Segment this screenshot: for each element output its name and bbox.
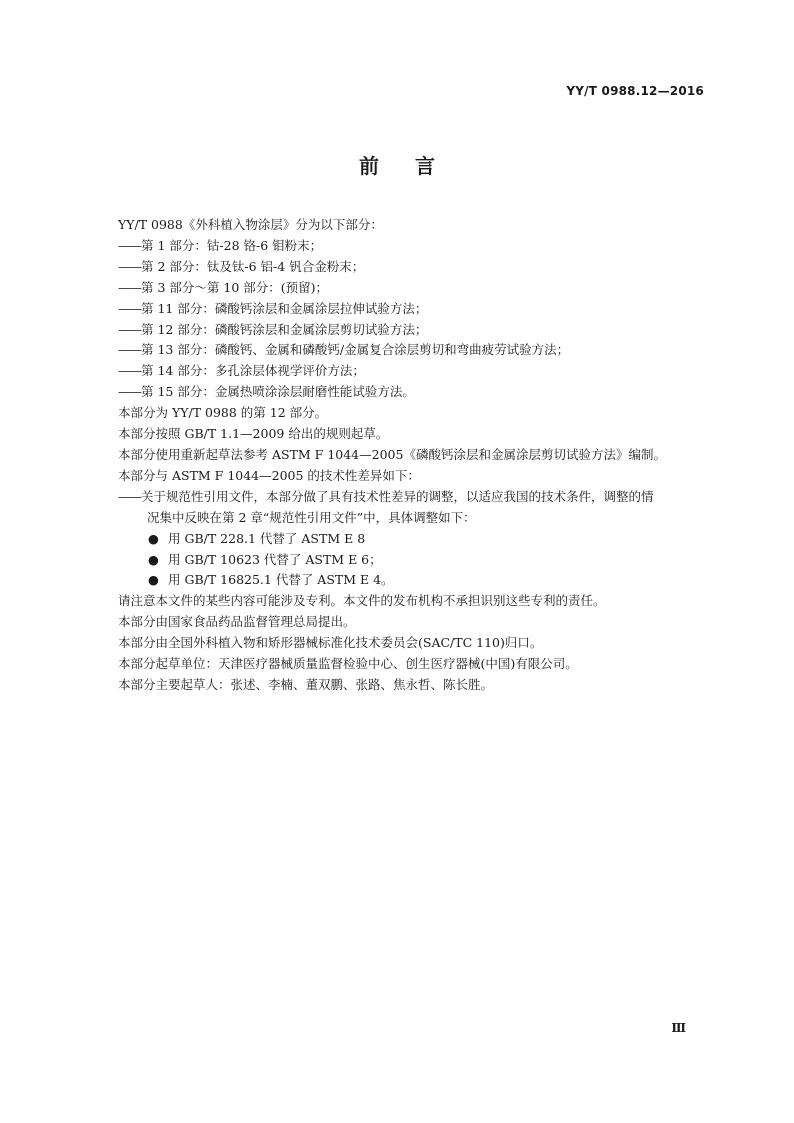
- closing-paragraph: 本部分起草单位：天津医疗器械质量监督检验中心、创生医疗器械(中国)有限公司。: [118, 656, 578, 672]
- bullet-dot: ●: [148, 530, 159, 546]
- difference-text-line2: 况集中反映在第 2 章“规范性引用文件”中，具体调整如下：: [147, 509, 476, 525]
- closing-paragraph: 本部分主要起草人：张述、李楠、董双鹏、张路、焦永哲、陈长胜。: [118, 676, 494, 692]
- part-text: 第 3 部分～第 10 部分：(预留)；: [141, 279, 329, 295]
- dash-mark: ——: [118, 342, 141, 358]
- paragraph: 本部分按照 GB/T 1.1—2009 给出的规则起草。: [118, 426, 389, 442]
- part-text: 第 11 部分：磷酸钙涂层和金属涂层拉伸试验方法；: [141, 300, 428, 316]
- bullet-text: 用 GB/T 10623 代替了 ASTM E 6；: [168, 551, 382, 567]
- dash-mark: ——: [118, 488, 141, 504]
- dash-mark: ——: [118, 321, 141, 337]
- part-item: [118, 236, 710, 257]
- paragraph: 本部分与 ASTM F 1044—2005 的技术性差异如下：: [118, 467, 420, 483]
- dash-mark: ——: [118, 237, 141, 253]
- intro-line: YY/T 0988《外科植入物涂层》分为以下部分：: [118, 217, 383, 232]
- part-item: [118, 340, 710, 361]
- closing-paragraph: 本部分由国家食品药品监督管理总局提出。: [118, 614, 356, 630]
- dash-mark: ——: [118, 363, 141, 379]
- standard-code: YY/T 0988.12—2016: [566, 84, 704, 98]
- part-text: 第 1 部分：钴-28 铬-6 钼粉末；: [141, 237, 323, 253]
- part-text: 第 14 部分：多孔涂层体视学评价方法；: [141, 363, 365, 379]
- part-item: [118, 278, 710, 299]
- part-item: [118, 257, 710, 278]
- page-title: 前言: [359, 154, 471, 178]
- part-item: [118, 382, 710, 403]
- dash-mark: ——: [118, 384, 141, 400]
- closing-paragraph: 请注意本文件的某些内容可能涉及专利。本文件的发布机构不承担识别这些专利的责任。: [118, 593, 606, 609]
- closing-paragraph: 本部分由全国外科植入物和矫形器械标准化技术委员会(SAC/TC 110)归口。: [118, 635, 543, 651]
- paragraph: 本部分使用重新起草法参考 ASTM F 1044—2005《磷酸钙涂层和金属涂层剪切试验方法》编制。: [118, 446, 666, 462]
- bullet-text: 用 GB/T 16825.1 代替了 ASTM E 4。: [168, 572, 394, 588]
- part-text: 第 13 部分：磷酸钙、金属和磷酸钙/金属复合涂层剪切和弯曲疲劳试验方法；: [141, 342, 570, 358]
- part-item: [118, 320, 710, 341]
- paragraph: 本部分为 YY/T 0988 的第 12 部分。: [118, 405, 328, 421]
- dash-mark: ——: [118, 258, 141, 274]
- difference-text-line1: 关于规范性引用文件，本部分做了具有技术性差异的调整，以适应我国的技术条件，调整的情: [141, 488, 654, 504]
- part-text: 第 12 部分：磷酸钙涂层和金属涂层剪切试验方法；: [141, 321, 428, 337]
- dash-mark: ——: [118, 279, 141, 295]
- bullet-dot: ●: [148, 572, 159, 588]
- bullet-item: [118, 550, 710, 571]
- bullet-item: [118, 570, 710, 591]
- bullet-text: 用 GB/T 228.1 代替了 ASTM E 8: [168, 530, 366, 546]
- bullet-dot: ●: [148, 551, 159, 567]
- part-text: 第 15 部分：金属热喷涂涂层耐磨性能试验方法。: [141, 384, 415, 400]
- bullet-item: [118, 529, 710, 550]
- part-item: [118, 299, 710, 320]
- part-text: 第 2 部分：钛及钛-6 铝-4 钒合金粉末；: [141, 258, 365, 274]
- foreword-body: [118, 215, 710, 696]
- part-item: [118, 361, 710, 382]
- dash-mark: ——: [118, 300, 141, 316]
- page-number: Ⅲ: [671, 1021, 686, 1035]
- difference-item: [118, 487, 710, 508]
